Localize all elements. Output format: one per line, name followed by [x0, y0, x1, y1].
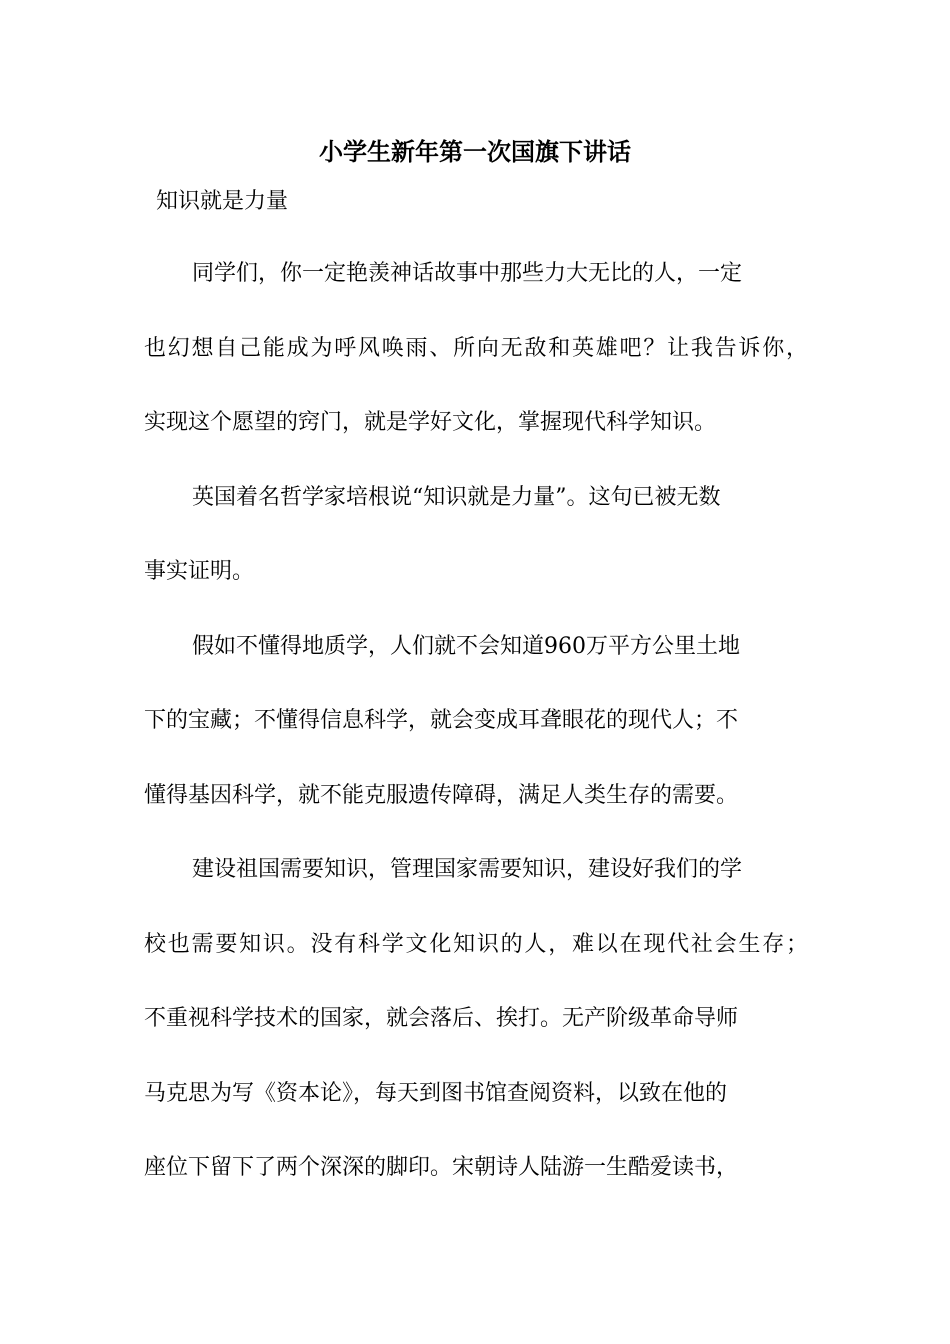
paragraph-line: 不重视科学技术的国家，就会落后、挨打。无产阶级革命导师 [144, 1006, 739, 1031]
paragraph-line: 事实证明。 [144, 559, 255, 584]
paragraph-line: 假如不懂得地质学，人们就不会知道960万平方公里土地 [192, 633, 740, 659]
paragraph-line: 建设祖国需要知识，管理国家需要知识，建设好我们的学 [192, 857, 743, 882]
paragraph-line: 实现这个愿望的窍门，就是学好文化，掌握现代科学知识。 [144, 410, 717, 435]
document-subtitle: 知识就是力量 [156, 189, 289, 214]
paragraph-line: 同学们，你一定艳羡神话故事中那些力大无比的人，一定 [192, 261, 743, 286]
paragraph-line: 校也需要知识。没有科学文化知识的人，难以在现代社会生存； [144, 931, 808, 957]
paragraph-line: 也幻想自己能成为呼风唤雨、所向无敌和英雄吧？让我告诉你， [144, 335, 808, 361]
document-body [144, 254, 808, 1223]
paragraph-line: 马克思为写《资本论》，每天到图书馆查阅资料，以致在他的 [144, 1080, 728, 1106]
document-title: 小学生新年第一次国旗下讲话 [319, 137, 631, 166]
paragraph-line: 英国着名哲学家培根说“知识就是力量”。这句已被无数 [192, 484, 721, 510]
paragraph-line: 座位下留下了两个深深的脚印。宋朝诗人陆游一生酷爱读书， [144, 1155, 739, 1180]
paragraph-line: 懂得基因科学，就不能克服遗传障碍，满足人类生存的需要。 [144, 782, 739, 808]
paragraph-line: 下的宝藏；不懂得信息科学，就会变成耳聋眼花的现代人；不 [144, 708, 739, 733]
